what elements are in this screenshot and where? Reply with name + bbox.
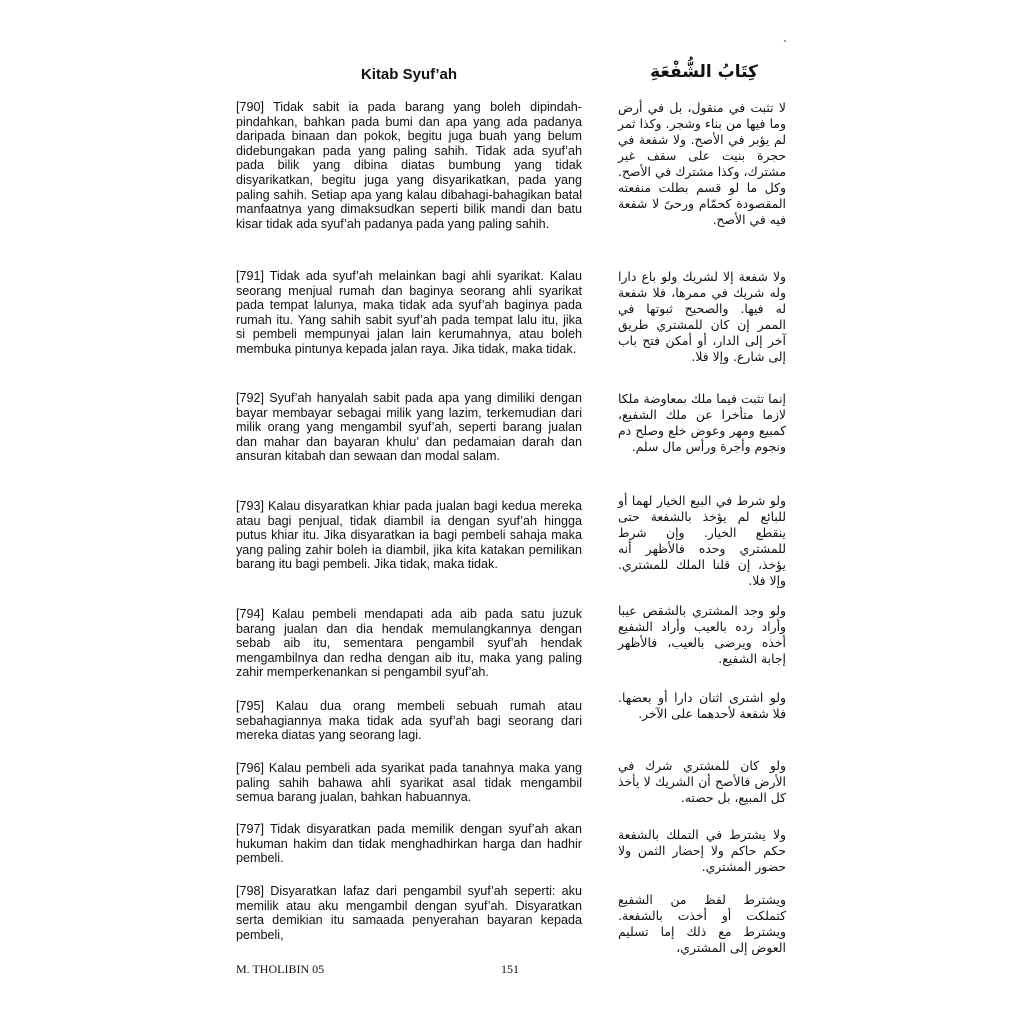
arabic-paragraph-792: إنما تثبت فيما ملك بمعاوضة ملكا لازما متأخرا عن ملك الشفيع، كمبيع ومهر وعوض خلع وصلح دم ونجوم وأجرة ورأس مال سلم. — [618, 391, 786, 454]
arabic-paragraph-797: ولا يشترط في التملك بالشفعة حكم حاكم ولا إحضار الثمن ولا حضور المشتري. — [618, 827, 786, 874]
corner-mark: ` — [783, 38, 787, 52]
footer-author: M. THOLIBIN 05 — [236, 962, 325, 976]
arabic-paragraph-796: ولو كان للمشتري شرك في الأرض فالأصح أن الشريك لا يأخذ كل المبيع، بل حصته. — [618, 758, 786, 805]
malay-paragraph-795: [795] Kalau dua orang membeli sebuah rumah atau sebahagiannya maka tidak ada syuf’ah bagi seorang dari mereka diatas yang seorang lagi. — [236, 699, 582, 743]
arabic-paragraph-791: ولا شفعة إلا لشريك ولو باع دارا وله شريك في ممرها، فلا شفعة له فيها. والصحيح ثبوتها في الممر إن كان للمشتري طريق آخر إلى الدار، أو أمكن فتح باب إلى شارع. وإلا فلا. — [618, 269, 786, 364]
chapter-title-malay: Kitab Syuf’ah — [360, 66, 458, 83]
arabic-paragraph-798: ويشترط لفظ من الشفيع كتملكت أو أخذت بالشفعة. ويشترط مع ذلك إما تسليم العوض إلى المشتري، — [618, 892, 786, 955]
page-number: 151 — [501, 962, 519, 976]
malay-paragraph-794: [794] Kalau pembeli mendapati ada aib pada satu juzuk barang jualan dan dia hendak memulangkannya dengan sebab aib itu, sementara pengambil syuf’ah hendak mengambilnya dan redha dengan aib itu, maka yang paling zahir memperkenankan si pengambil syuf’ah. — [236, 607, 582, 680]
arabic-paragraph-790: لا تثبت في منقول، بل في أرض وما فيها من بناء وشجر. وكذا ثمر لم يؤبر في الأصح. ولا شفعة في حجرة بنيت على سقف غير مشترك، وكذا مشترك في الأصح. وكل ما لو قسم بطلت منفعته المقصودة كحمّام ورحىً لا شفعة فيه في الأصح. — [618, 100, 786, 227]
malay-paragraph-792: [792] Syuf’ah hanyalah sabit pada apa yang dimiliki dengan bayar membayar sebagai milik yang lazim, terkemudian dari milik orang yang mengambil syuf’ah, seperti barang jualan dan mahar dan bayaran khulu’ dan pedamaian darah dan ansuran kitabah dan sewaan dan modal salam. — [236, 391, 582, 464]
malay-paragraph-798: [798] Disyaratkan lafaz dari pengambil syuf’ah seperti: aku memilik atau aku mengambil dengan syuf’ah. Disyaratkan serta demikian itu samaada penyerahan bayaran kepada pembeli, — [236, 884, 582, 942]
malay-paragraph-793: [793] Kalau disyaratkan khiar pada jualan bagi kedua mereka atau bagi penjual, tidak diambil ia dengan syuf’ah hingga putus khiar itu. Jika disyaratkan ia bagi pembeli sahaja maka yang paling zahir boleh ia diambil, jika kita katakan pemilikan barang itu bagi pembeli. Jika tidak, maka tidak. — [236, 499, 582, 572]
malay-paragraph-797: [797] Tidak disyaratkan pada memilik dengan syuf’ah akan hukuman hakim dan tidak menghadhirkan harga dan hadhir pembeli. — [236, 822, 582, 866]
arabic-paragraph-794: ولو وجد المشتري بالشقص عيبا وأراد رده بالعيب وأراد الشفيع أخذه ويرضى بالعيب، فالأظهر إجابة الشفيع. — [618, 603, 786, 666]
malay-paragraph-790: [790] Tidak sabit ia pada barang yang boleh dipindah-pindahkan, bahkan pada bumi dan apa yang ada padanya daripada binaan dan pokok, begitu juga buah yang belum didebungakan pada yang paling sahih. Tidak ada syuf’ah pada bilik yang dibina diatas bumbung yang tidak disyarikatkan, begitu juga yang disyarikatkan, pada yang paling sahih. Setiap apa yang kalau dibahagi-bahagikan batal manfaatnya yang dimaksudkan seperti bilik mandi dan batu kisar tidak ada syuf’ah padanya pada yang paling sahih. — [236, 100, 582, 231]
chapter-title-arabic: كِتَابُ الشُّفْعَةِ — [650, 62, 758, 82]
malay-paragraph-791: [791] Tidak ada syuf’ah melainkan bagi ahli syarikat. Kalau seorang menjual rumah dan baginya seorang ahli syarikat pada tempat lalunya, maka tidak ada syuf’ah baginya pada rumah itu. Yang sahih sabit syuf’ah pada tempat lalu itu, jika si pembeli mempunyai jalan lain kerumahnya, atau boleh membuka pintunya kepada jalan raya. Jika tidak, maka tidak. — [236, 269, 582, 356]
arabic-paragraph-795: ولو اشترى اثنان دارا أو بعضها. فلا شفعة لأحدهما على الآخر. — [618, 690, 786, 721]
malay-paragraph-796: [796] Kalau pembeli ada syarikat pada tanahnya maka yang paling sahih bahawa ahli syarikat asal tidak mengambil semua barang jualan, bahkan habuannya. — [236, 761, 582, 805]
arabic-paragraph-793: ولو شرط في البيع الخيار لهما أو للبائع لم يؤخذ بالشفعة حتى ينقطع الخيار. وإن شرط للمشتري وحده فالأظهر أنه يؤخذ، إن قلنا الملك للمشتري. وإلا فلا. — [618, 493, 786, 588]
